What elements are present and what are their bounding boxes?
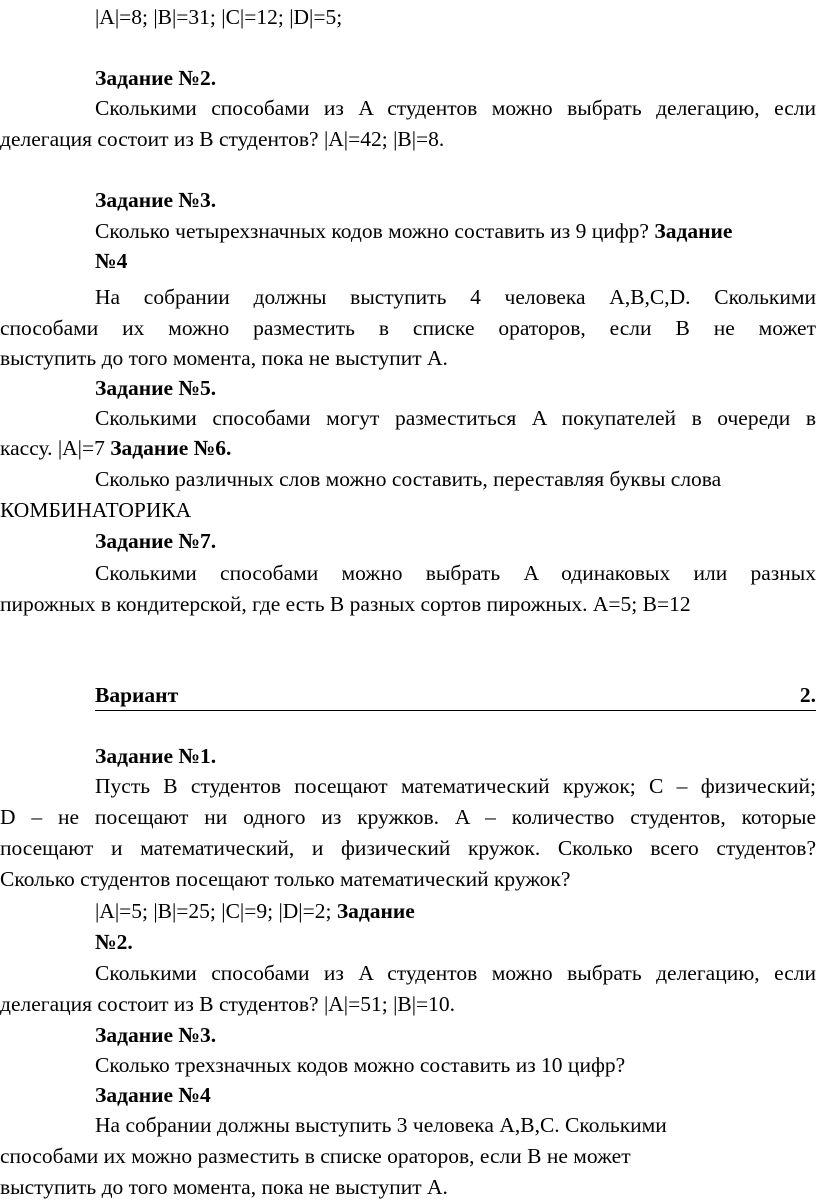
v2-task-2-heading-part: Задание xyxy=(336,899,415,923)
v2-task-1-values: |A|=5; |B|=25; |C|=9; |D|=2; xyxy=(95,899,332,923)
task-7-text-line: пирожных в кондитерской, где есть B разных сортов пирожных. A=5; B=12 xyxy=(0,592,691,616)
v2-task-2-text-line: делегация состоит из B студентов? |A|=51; |B|=10. xyxy=(0,992,456,1016)
task-5-value: кассу. |A|=7 xyxy=(0,436,105,460)
variant-label: Вариант xyxy=(95,683,179,707)
task-5-text-line: Сколькими способами могут разместиться A покупателей в очереди в xyxy=(95,406,816,430)
v2-task-3-heading: Задание №3. xyxy=(95,1023,217,1047)
task-3-heading: Задание №3. xyxy=(95,188,217,212)
v2-task-1-text-line: D – не посещают ни одного из кружков. A – количество студентов, которые xyxy=(0,805,816,829)
task-6-word: КОМБИНАТОРИКА xyxy=(0,498,192,522)
v2-task-2-heading-number: №2. xyxy=(95,930,133,954)
task-3-question: Сколько четырехзначных кодов можно составить из 9 цифр? xyxy=(95,219,649,243)
task-5-text-line-2 xyxy=(0,433,816,463)
v2-task-1-heading: Задание №1. xyxy=(95,744,217,768)
task-7-text-line: Сколькими способами можно выбрать A одинаковых или разных xyxy=(95,561,816,585)
task-4-heading-number: №4 xyxy=(95,249,128,273)
v2-task-1-text-line: посещают и математический, и физический кружок. Сколько всего студентов? xyxy=(0,836,816,860)
v2-task-1-text-line: Пусть B студентов посещают математический кружок; C – физический; xyxy=(95,774,816,798)
task-6-heading: Задание №6. xyxy=(110,436,232,460)
variant-heading xyxy=(95,680,816,711)
task-4-text-line: выступить до того момента, пока не выступит A. xyxy=(0,346,448,370)
v2-task-4-text-line: выступить до того момента, пока не выступит A. xyxy=(0,1175,448,1199)
task-4-text-line: способами их можно разместить в списке ораторов, если B не может xyxy=(0,316,816,340)
task-4-heading-part: Задание xyxy=(654,219,733,243)
v2-task-3-text: Сколько трехзначных кодов можно составить из 10 цифр? xyxy=(95,1053,626,1077)
task-2-heading: Задание №2. xyxy=(95,66,217,90)
task-3-text xyxy=(95,216,816,246)
task-4-text-line: На собрании должны выступить 4 человека A,B,C,D. Сколькими xyxy=(95,285,816,309)
v2-task-1-text-line: Сколько студентов посещают только математический кружок? xyxy=(0,867,571,891)
v2-task-4-text-line: На собрании должны выступить 3 человека A,B,C. Сколькими xyxy=(95,1113,667,1137)
task-7-heading: Задание №7. xyxy=(95,529,217,553)
v2-task-1-values-line xyxy=(95,896,816,926)
v2-task-4-heading: Задание №4 xyxy=(95,1083,211,1107)
values-line: |A|=8; |B|=31; |C|=12; |D|=5; xyxy=(95,5,343,29)
task-5-heading: Задание №5. xyxy=(95,376,217,400)
v2-task-2-text-line: Сколькими способами из A студентов можно выбрать делегацию, если xyxy=(95,961,816,985)
task-2-text-line: Сколькими способами из A студентов можно выбрать делегацию, если xyxy=(95,96,816,120)
task-2-text-line: делегация состоит из B студентов? |A|=42; |B|=8. xyxy=(0,127,445,151)
task-6-text-line: Сколько различных слов можно составить, переставляя буквы слова xyxy=(95,467,722,491)
variant-number: 2. xyxy=(799,683,816,707)
v2-task-4-text-line: способами их можно разместить в списке ораторов, если B не может xyxy=(0,1144,631,1168)
